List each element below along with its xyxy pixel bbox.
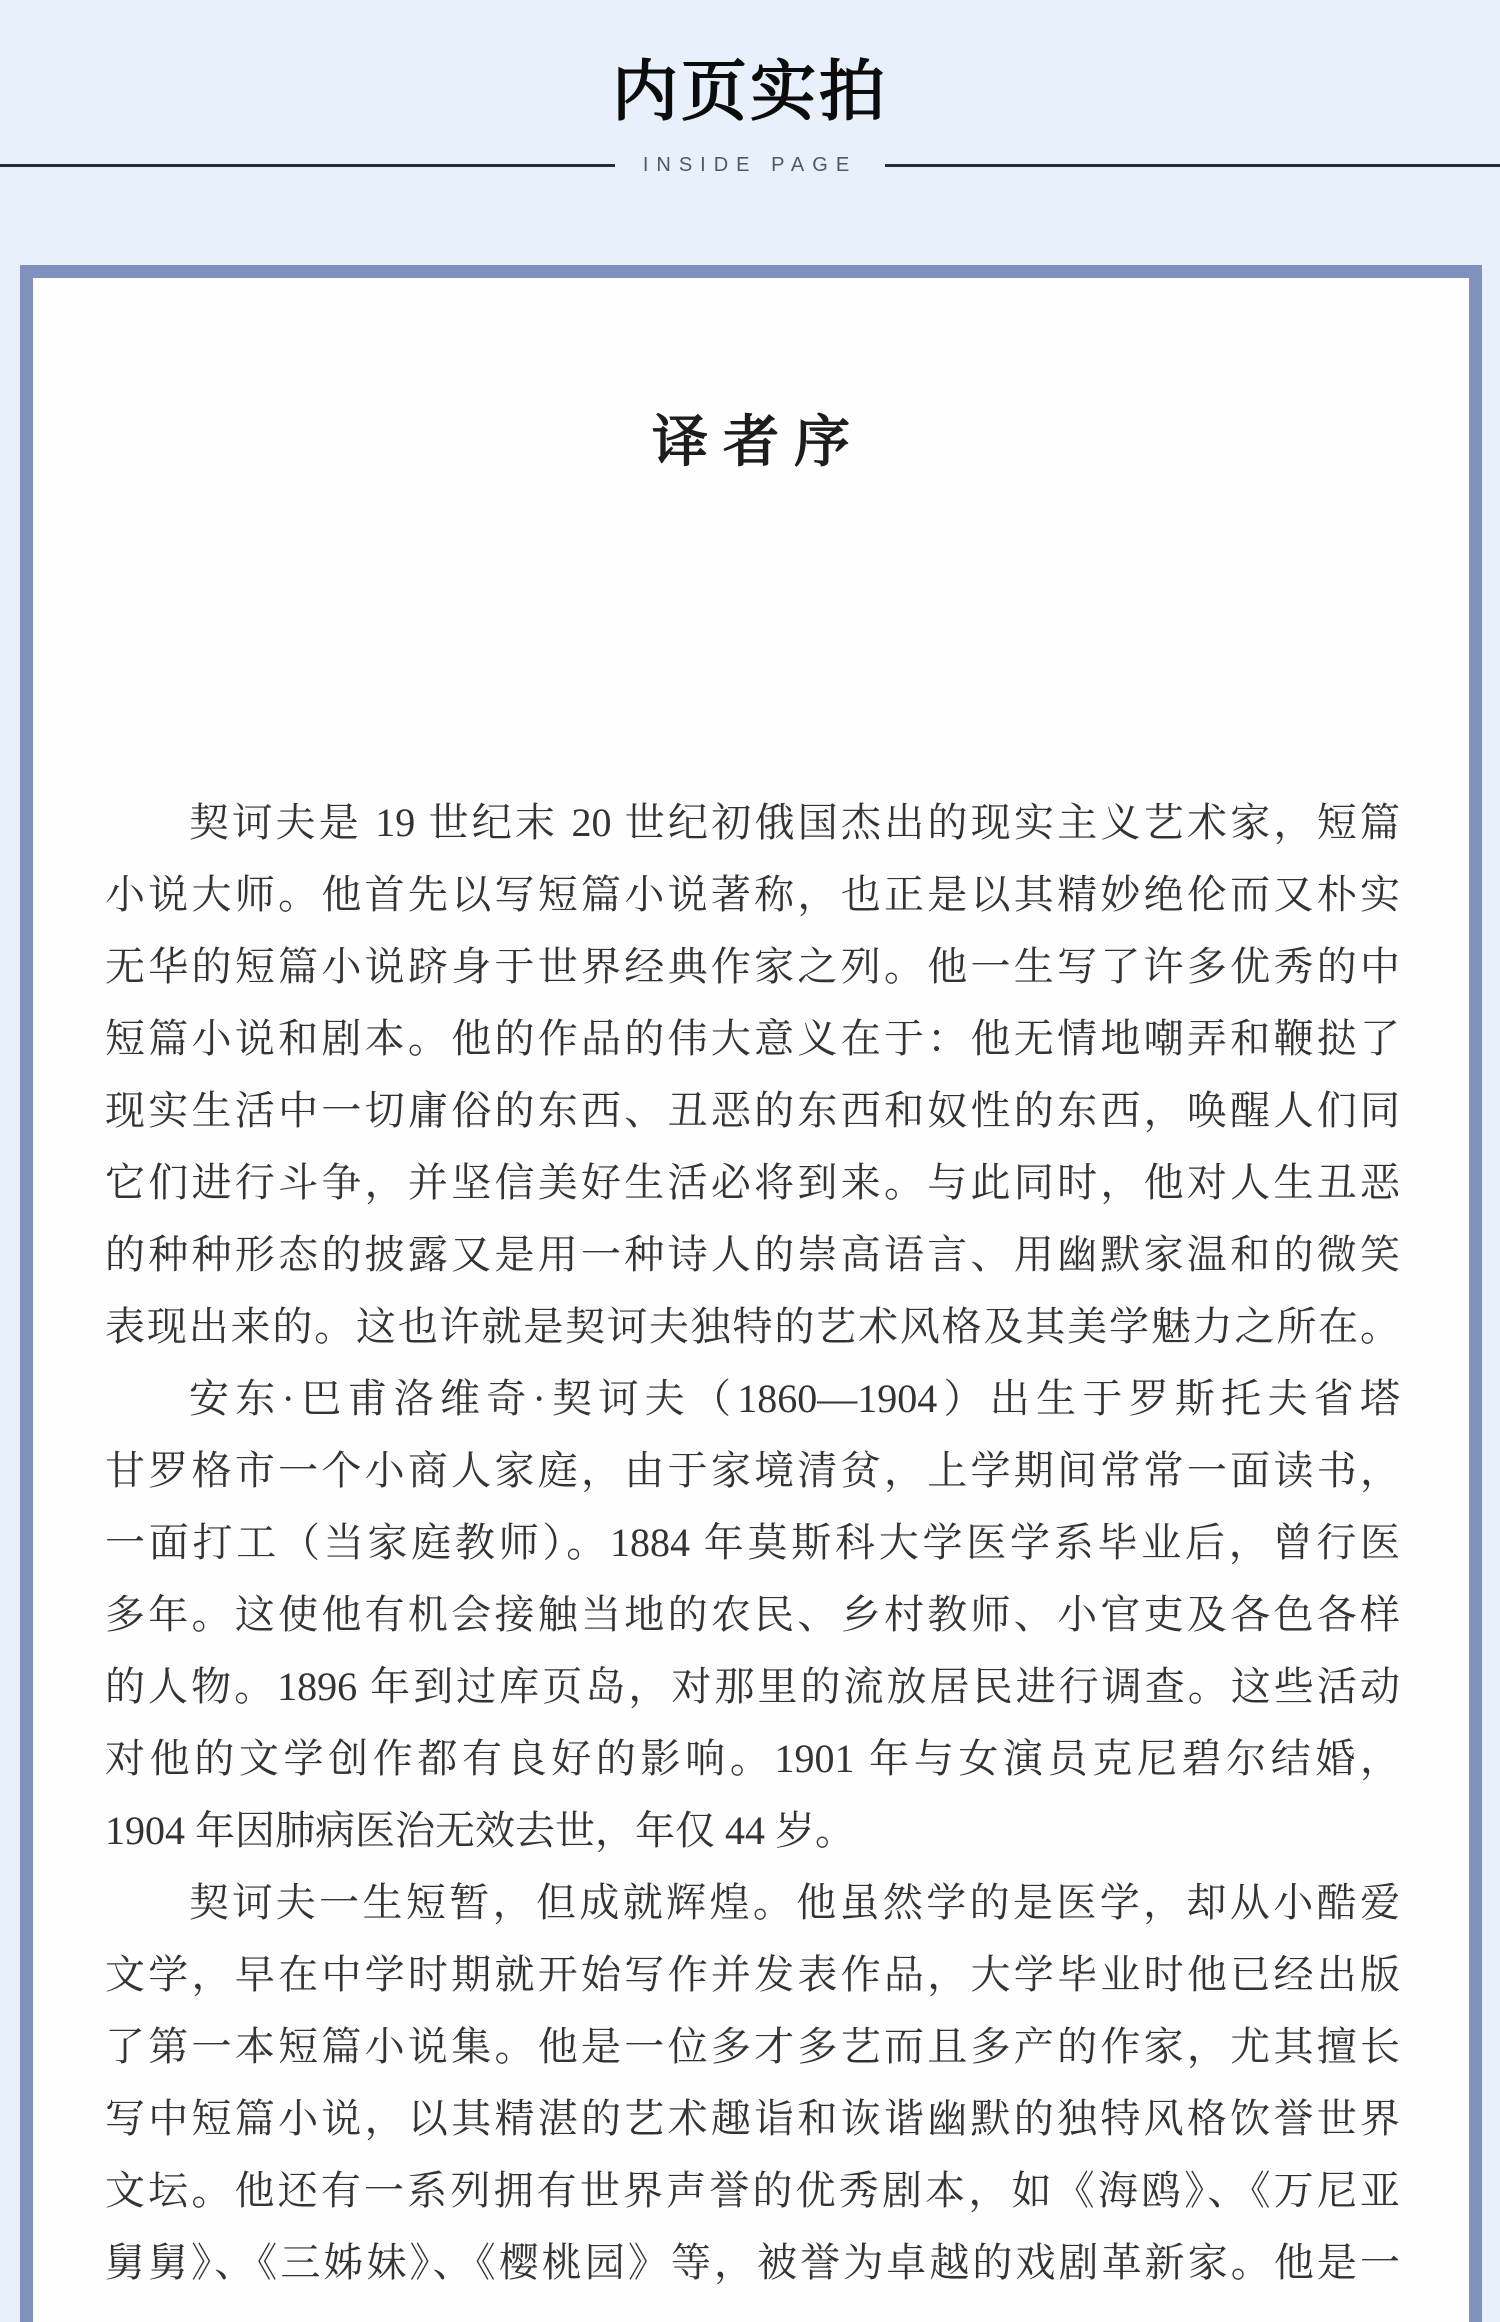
text-line: 1904 年因肺病医治无效去世，年仅 44 岁。 xyxy=(105,1808,855,1853)
text-line: 契诃夫是 19 世纪末 20 世纪初俄国杰出的现实主义艺术家，短篇 xyxy=(189,800,1400,845)
section-title: 内页实拍 xyxy=(612,54,888,128)
text-line: 文学，早在中学时期就开始写作并发表作品，大学毕业时他已经出版 xyxy=(105,1952,1400,1997)
divider-right xyxy=(885,164,1500,167)
text-line: 写中短篇小说，以其精湛的艺术趣诣和诙谐幽默的独特风格饮誉世界 xyxy=(105,2096,1400,2141)
text-line: 甘罗格市一个小商人家庭，由于家境清贫，上学期间常常一面读书， xyxy=(105,1448,1400,1493)
text-line: 契诃夫一生短暂，但成就辉煌。他虽然学的是医学，却从小酷爱 xyxy=(189,1880,1400,1925)
text-line: 的人物。1896 年到过库页岛，对那里的流放居民进行调查。这些活动 xyxy=(105,1664,1400,1709)
text-line: 一面打工（当家庭教师）。1884 年莫斯科大学医学系毕业后，曾行医 xyxy=(105,1520,1400,1565)
text-line: 的种种形态的披露又是用一种诗人的崇高语言、用幽默家温和的微笑 xyxy=(105,1232,1400,1277)
page-body xyxy=(33,787,1469,2299)
page-title: 译者序 xyxy=(652,412,865,474)
text-line: 舅舅》、《三姊妹》、《樱桃园》等，被誉为卓越的戏剧革新家。他是一 xyxy=(105,2240,1400,2285)
text-line: 对他的文学创作都有良好的影响。1901 年与女演员克尼碧尔结婚， xyxy=(105,1736,1400,1781)
divider-left xyxy=(0,164,615,167)
text-line: 它们进行斗争，并坚信美好生活必将到来。与此同时，他对人生丑恶 xyxy=(105,1160,1400,1205)
text-line: 多年。这使他有机会接触当地的农民、乡村教师、小官吏及各色各样 xyxy=(105,1592,1400,1637)
text-line: 文坛。他还有一系列拥有世界声誉的优秀剧本，如《海鸥》、《万尼亚 xyxy=(105,2168,1400,2213)
text-line: 安东·巴甫洛维奇·契诃夫（1860—1904）出生于罗斯托夫省塔 xyxy=(189,1376,1400,1421)
text-line: 无华的短篇小说跻身于世界经典作家之列。他一生写了许多优秀的中 xyxy=(105,944,1400,989)
page-photo-frame xyxy=(20,265,1482,2322)
text-line: 短篇小说和剧本。他的作品的伟大意义在于：他无情地嘲弄和鞭挞了 xyxy=(105,1016,1400,1061)
book-page xyxy=(33,278,1469,2322)
text-line: 现实生活中一切庸俗的东西、丑恶的东西和奴性的东西，唤醒人们同 xyxy=(105,1088,1400,1133)
text-line: 表现出来的。这也许就是契诃夫独特的艺术风格及其美学魅力之所在。 xyxy=(105,1304,1400,1349)
section-subtitle: INSIDE PAGE xyxy=(642,154,858,176)
section-subtitle-row xyxy=(0,152,1500,178)
text-line: 了第一本短篇小说集。他是一位多才多艺而且多产的作家，尤其擅长 xyxy=(105,2024,1400,2069)
text-line: 小说大师。他首先以写短篇小说著称，也正是以其精妙绝伦而又朴实 xyxy=(105,872,1400,917)
